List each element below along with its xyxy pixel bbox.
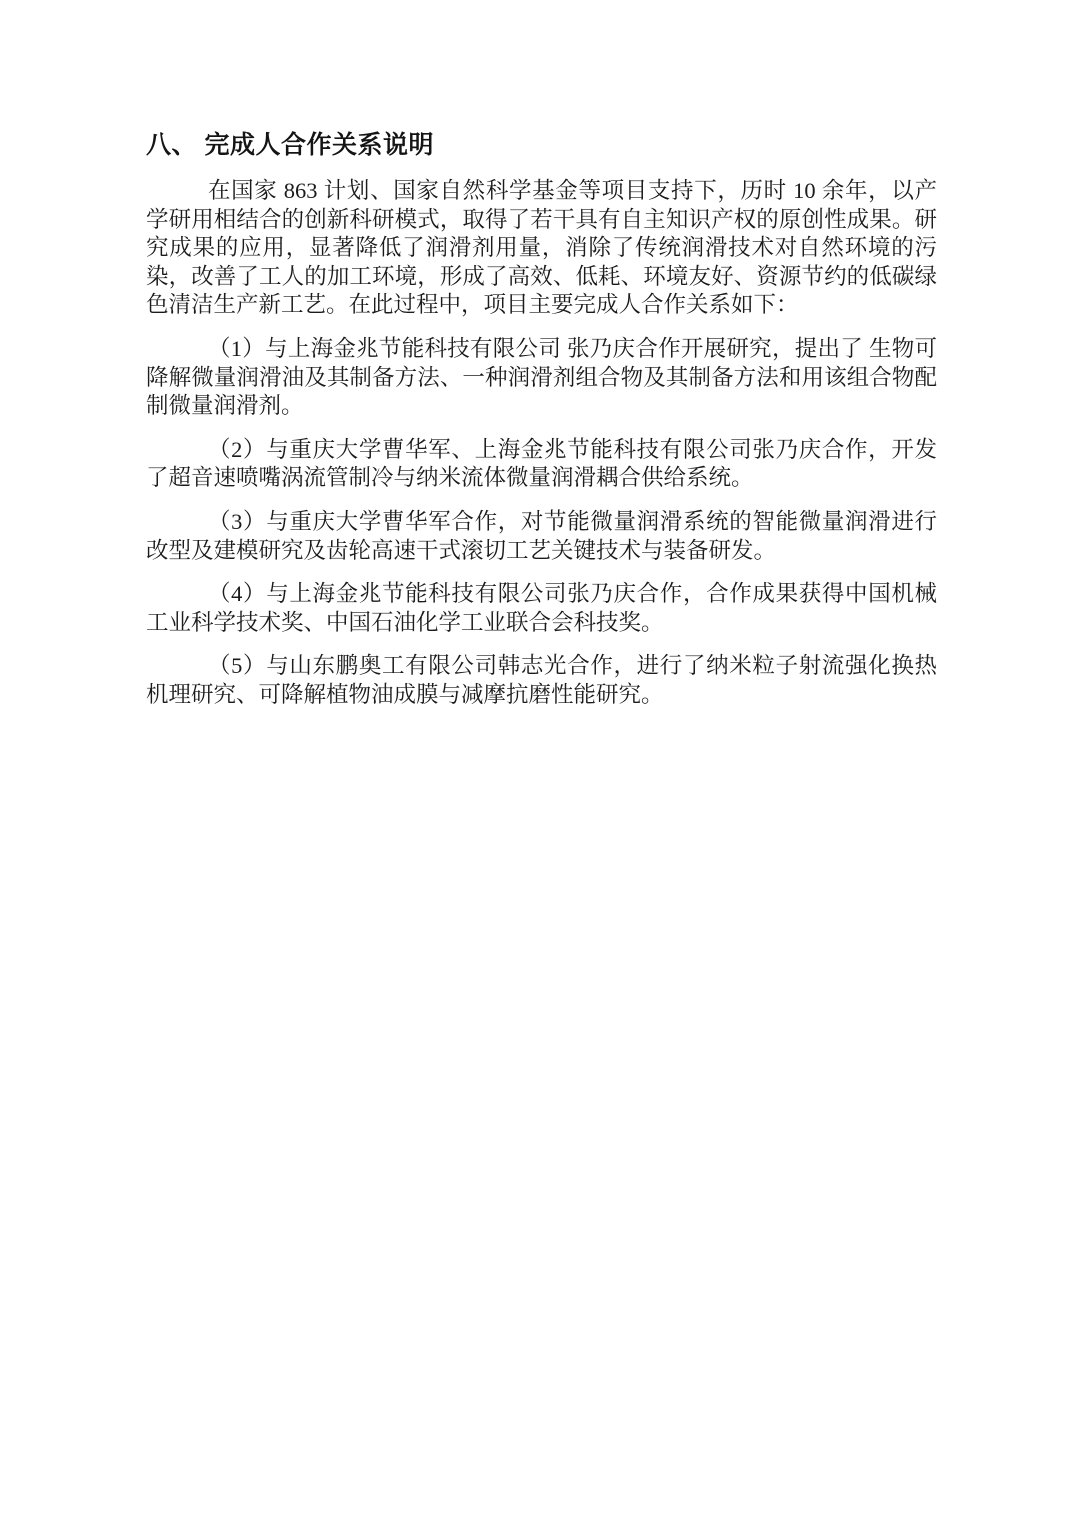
cooperation-item-3: （3）与重庆大学曹华军合作，对节能微量润滑系统的智能微量润滑进行改型及建模研究及齿轮高速干式滚切工艺关键技术与装备研发。 [146,508,937,563]
cooperation-item-5: （5）与山东鹏奥工有限公司韩志光合作，进行了纳米粒子射流强化换热机理研究、可降解植物油成膜与减摩抗磨性能研究。 [146,653,937,707]
page-content [146,130,937,710]
cooperation-item-2: （2）与重庆大学曹华军、上海金兆节能科技有限公司张乃庆合作，开发了超音速喷嘴涡流管制冷与纳米流体微量润滑耦合供给系统。 [146,436,937,491]
cooperation-item-1: （1）与上海金兆节能科技有限公司 张乃庆合作开展研究，提出了 生物可降解微量润滑油及其制备方法、一种润滑剂组合物及其制备方法和用该组合物配制微量润滑剂。 [146,335,937,419]
intro-paragraph: 在国家 863 计划、国家自然科学基金等项目支持下，历时 10 余年，以产学研用相结合的创新科研模式，取得了若干具有自主知识产权的原创性成果。研究成果的应用，显著降低了润滑剂用量，消除了传统润滑技术对自然环境的污染，改善了工人的加工环境，形成了高效、低耗、环境友好、资源节约的低碳绿色清洁生产新工艺。在此过程中，项目主要完成人合作关系如下： [146,178,937,318]
section-title: 八、 完成人合作关系说明 [146,131,434,159]
cooperation-item-4: （4）与上海金兆节能科技有限公司张乃庆合作，合作成果获得中国机械工业科学技术奖、中国石油化学工业联合会科技奖。 [146,581,937,635]
